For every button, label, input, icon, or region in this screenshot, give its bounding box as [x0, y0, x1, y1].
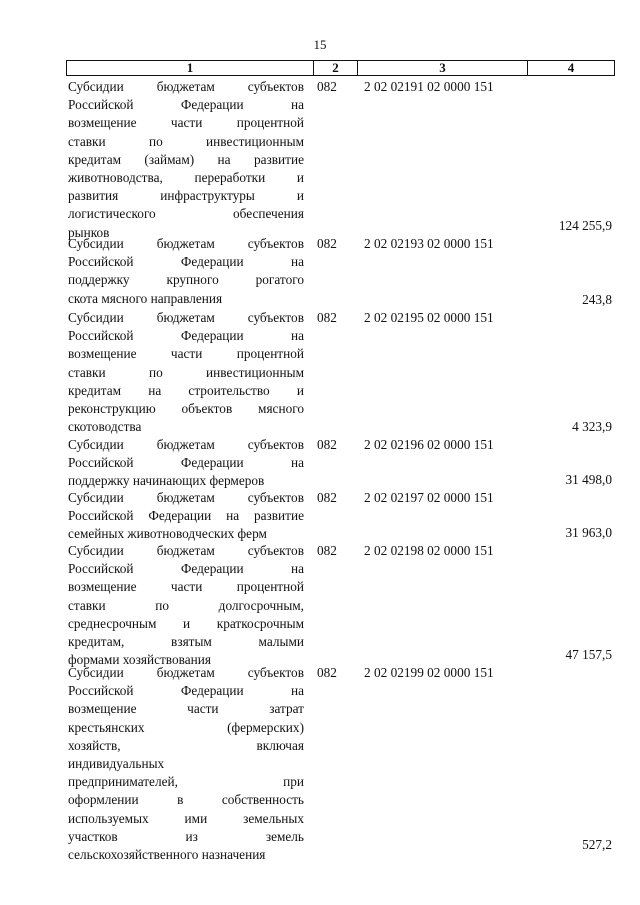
- row-budget-code: 2 02 02199 02 0000 151: [364, 665, 494, 680]
- description-line: участков из земель: [68, 828, 304, 844]
- description-line: ставки по инвестиционным: [68, 364, 304, 380]
- description-line: Субсидии бюджетам субъектов: [68, 310, 304, 325]
- row-code: 082: [317, 490, 337, 505]
- page-number: 15: [313, 37, 327, 52]
- row-amount: 527,2: [582, 836, 612, 852]
- row-code: 082: [317, 79, 337, 94]
- description-line: хозяйств, включая: [68, 737, 304, 753]
- table-body: [68, 78, 616, 863]
- column-header-1: 1: [67, 61, 314, 75]
- description-line: Российской Федерации на: [68, 97, 304, 113]
- row-code: 082: [317, 543, 337, 558]
- row-description: [68, 309, 304, 436]
- row-code: 082: [317, 437, 337, 452]
- description-line: Субсидии бюджетам субъектов: [68, 437, 304, 452]
- row-budget-code: 2 02 02191 02 0000 151: [364, 79, 494, 94]
- row-budget-code: 2 02 02197 02 0000 151: [364, 490, 494, 505]
- row-amount: 4 323,9: [572, 418, 612, 434]
- description-line: возмещение части процентной: [68, 346, 304, 362]
- description-line: используемых ими земельных: [68, 810, 304, 826]
- description-line: среднесрочным и краткосрочным: [68, 615, 304, 631]
- description-line: рынков: [68, 224, 110, 240]
- description-line: возмещение части процентной: [68, 579, 304, 595]
- row-code: 082: [317, 665, 337, 680]
- description-line: скотоводства: [68, 419, 142, 435]
- description-line: Российской Федерации на: [68, 683, 304, 699]
- description-line: Субсидии бюджетам субъектов: [68, 543, 304, 558]
- row-description: [68, 664, 304, 864]
- row-description: [68, 78, 304, 242]
- description-line: оформлении в собственность: [68, 792, 304, 808]
- table-header: [66, 60, 615, 76]
- description-line: кредитам (займам) на развитие: [68, 151, 304, 167]
- column-header-4: 4: [567, 60, 575, 75]
- description-line: формами хозяйствования: [68, 652, 211, 668]
- table-row: [68, 664, 616, 863]
- description-line: поддержку крупного рогатого: [68, 272, 304, 288]
- description-line: логистического обеспечения: [68, 206, 304, 222]
- description-line: скота мясного направления: [68, 290, 223, 306]
- table-row: [68, 309, 616, 436]
- row-description: [68, 235, 304, 308]
- row-description: [68, 542, 304, 669]
- description-line: предпринимателей, при: [68, 774, 304, 790]
- description-line: животноводства, переработки и: [68, 170, 304, 186]
- table-row: [68, 235, 616, 309]
- description-line: Субсидии бюджетам субъектов: [68, 665, 304, 680]
- row-description: [68, 489, 304, 544]
- table-row: [68, 78, 616, 240]
- row-amount: 47 157,5: [565, 646, 612, 662]
- column-header-3: 3: [358, 61, 528, 75]
- description-line: Российской Федерации на: [68, 328, 304, 344]
- row-budget-code: 2 02 02198 02 0000 151: [364, 543, 494, 558]
- description-line: Российской Федерации на: [68, 455, 304, 471]
- row-amount: 124 255,9: [558, 217, 612, 233]
- description-line: реконструкцию объектов мясного: [68, 401, 304, 417]
- description-line: развития инфраструктуры и: [68, 188, 304, 204]
- row-amount: 243,8: [582, 291, 612, 307]
- row-amount: 31 963,0: [565, 524, 612, 540]
- description-line: крестьянских (фермерских): [68, 719, 304, 735]
- description-line: Российской Федерации на: [68, 254, 304, 270]
- description-line: сельскохозяйственного назначения: [68, 847, 266, 863]
- table-row: [68, 489, 616, 542]
- description-line: Российской Федерации на развитие: [68, 508, 304, 524]
- column-header-2: 2: [314, 61, 358, 75]
- description-line: Субсидии бюджетам субъектов: [68, 79, 304, 94]
- row-amount: 31 498,0: [565, 471, 612, 487]
- description-line: семейных животноводческих ферм: [68, 526, 267, 542]
- description-line: индивидуальных: [68, 756, 165, 772]
- row-budget-code: 2 02 02196 02 0000 151: [364, 437, 494, 452]
- description-line: ставки по инвестиционным: [68, 133, 304, 149]
- description-line: Субсидии бюджетам субъектов: [68, 490, 304, 505]
- table-row: [68, 436, 616, 489]
- row-description: [68, 436, 304, 491]
- row-code: 082: [317, 236, 337, 251]
- description-line: ставки по долгосрочным,: [68, 597, 304, 613]
- description-line: кредитам на строительство и: [68, 382, 304, 398]
- description-line: возмещение части затрат: [68, 701, 304, 717]
- description-line: Субсидии бюджетам субъектов: [68, 236, 304, 251]
- description-line: поддержку начинающих фермеров: [68, 473, 265, 489]
- row-budget-code: 2 02 02193 02 0000 151: [364, 236, 494, 251]
- row-code: 082: [317, 310, 337, 325]
- row-budget-code: 2 02 02195 02 0000 151: [364, 310, 494, 325]
- table-row: [68, 542, 616, 668]
- description-line: возмещение части процентной: [68, 115, 304, 131]
- description-line: кредитам, взятым малыми: [68, 634, 304, 650]
- description-line: Российской Федерации на: [68, 561, 304, 577]
